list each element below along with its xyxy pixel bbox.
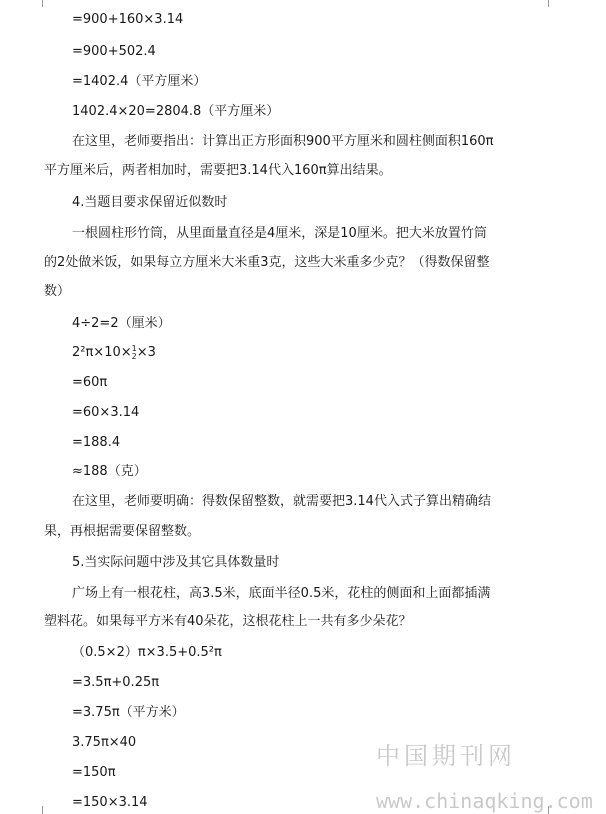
watermark-site-name: 中国期刊网	[376, 742, 516, 770]
paragraph-line: 广场上有一根花柱，高3.5米，底面半径0.5米，花柱的侧面和上面都插满	[72, 586, 491, 601]
crop-mark-top-left	[34, 0, 43, 7]
calc-line: =900+160×3.14	[72, 12, 184, 27]
calc-line: =60×3.14	[72, 405, 140, 420]
fraction-numerator: 1	[131, 343, 137, 353]
calc-line-with-fraction	[72, 344, 156, 362]
calc-line: =3.75π（平方米）	[72, 705, 185, 720]
calc-line: （0.5×2）π×3.5+0.5²π	[72, 645, 222, 660]
paragraph-line: 在这里，老师要明确：得数保留整数，就需要把3.14代入式子算出精确结	[72, 494, 491, 509]
section-heading: 4.当题目要求保留近似数时	[72, 195, 228, 210]
paragraph-line: 一根圆柱形竹筒，从里面量直径是4厘米，深是10厘米。把大米放置竹筒	[72, 226, 487, 241]
crop-mark-top-right	[548, 0, 557, 7]
calc-line: 3.75π×40	[72, 735, 137, 750]
paragraph-line: 数）	[44, 284, 71, 299]
calc-text-after: ×3	[136, 345, 156, 360]
calc-line: 1402.4×20=2804.8（平方厘米）	[72, 104, 280, 119]
paragraph-line: 的2处做米饭，如果每立方厘米大米重3克，这些大米重多少克？（得数保留整	[44, 255, 490, 270]
calc-line: =3.5π+0.25π	[72, 675, 160, 690]
calc-line: 4÷2=2（厘米）	[72, 316, 171, 331]
calc-line: =150π	[72, 765, 116, 780]
calc-line: =150×3.14	[72, 795, 148, 810]
calc-line: =60π	[72, 375, 108, 390]
paragraph-line: 平方厘米后，两者相加时，需要把3.14代入160π算出结果。	[44, 163, 392, 178]
section-heading: 5.当实际问题中涉及其它具体数量时	[72, 555, 280, 570]
fraction-denominator: 2	[131, 351, 137, 361]
paragraph-line: 塑料花。如果每平方米有40朵花，这根花柱上一共有多少朵花？	[44, 614, 412, 629]
calc-text: 2²π×10×	[72, 345, 132, 360]
calc-line: ≈188（克）	[72, 464, 147, 479]
watermark-url: www.chinaqking.com	[376, 789, 593, 813]
paragraph-line: 果，再根据需要保留整数。	[44, 524, 201, 539]
paragraph-line: 在这里，老师要指出：计算出正方形面积900平方厘米和圆柱侧面积160π	[72, 134, 494, 149]
calc-line: =1402.4（平方厘米）	[72, 74, 207, 89]
calc-line: =188.4	[72, 435, 121, 450]
calc-line: =900+502.4	[72, 44, 156, 59]
